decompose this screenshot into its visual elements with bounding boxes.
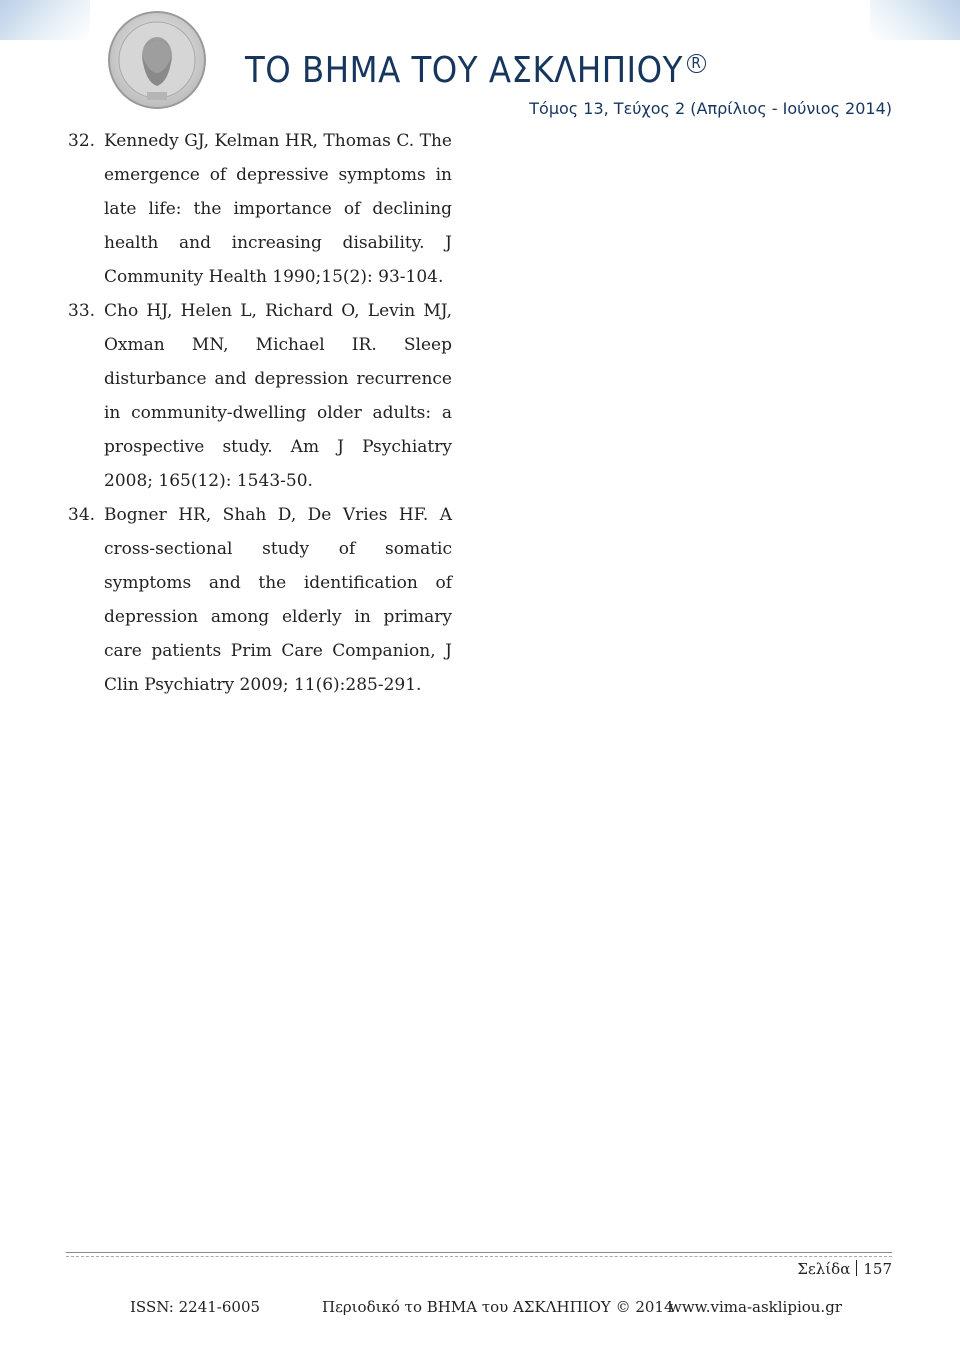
footer-divider xyxy=(66,1252,892,1253)
issue-info: Τόμος 13, Τεύχος 2 (Απρίλιος - Ιούνιος 2014) xyxy=(529,99,892,118)
reference-item xyxy=(68,124,452,294)
reference-item xyxy=(68,294,452,498)
reference-text: Cho HJ, Helen L, Richard O, Levin MJ, Oxman MN, Michael IR. Sleep disturbance and depression recurrence in community-dwelling older adults: a prospective study. Am J Psychiatry 2008; 165(12): 1543-50. xyxy=(104,301,452,491)
page-label: Σελίδα xyxy=(797,1260,851,1278)
reference-number: 34. xyxy=(68,505,96,525)
footer-issn: ISSN: 2241-6005 xyxy=(130,1298,261,1316)
decorative-corner-left xyxy=(0,0,90,40)
footer-website[interactable]: www.vima-asklipiou.gr xyxy=(669,1298,842,1316)
reference-number: 32. xyxy=(68,131,96,151)
registered-mark: R xyxy=(687,54,706,73)
reference-item xyxy=(68,498,452,702)
page-number-value: 157 xyxy=(863,1260,892,1278)
footer-publisher: Περιοδικό το ΒΗΜΑ του ΑΣΚΛΗΠΙΟΥ © 2014 xyxy=(322,1298,674,1316)
reference-text: Kennedy GJ, Kelman HR, Thomas C. The emergence of depressive symptoms in late life: the importance of declining health and increasing disability. J Community Health 1990;15(2): 93-104. xyxy=(104,131,452,287)
reference-text: Bogner HR, Shah D, De Vries HF. A cross-sectional study of somatic symptoms and the identification of depression among elderly in primary care patients Prim Care Companion, J Clin Psychiatry 2009; 11(6):285-291. xyxy=(104,505,452,695)
page-separator xyxy=(856,1260,857,1276)
decorative-corner-right xyxy=(870,0,960,40)
reference-list xyxy=(68,124,452,702)
journal-title xyxy=(245,50,706,91)
page-number xyxy=(797,1260,892,1278)
journal-title-text: ΤΟ ΒΗΜΑ ΤΟΥ ΑΣΚΛΗΠΙΟΥ xyxy=(245,50,683,91)
reference-number: 33. xyxy=(68,301,96,321)
journal-logo-seal xyxy=(107,10,207,112)
footer-divider-dashed xyxy=(66,1256,892,1257)
